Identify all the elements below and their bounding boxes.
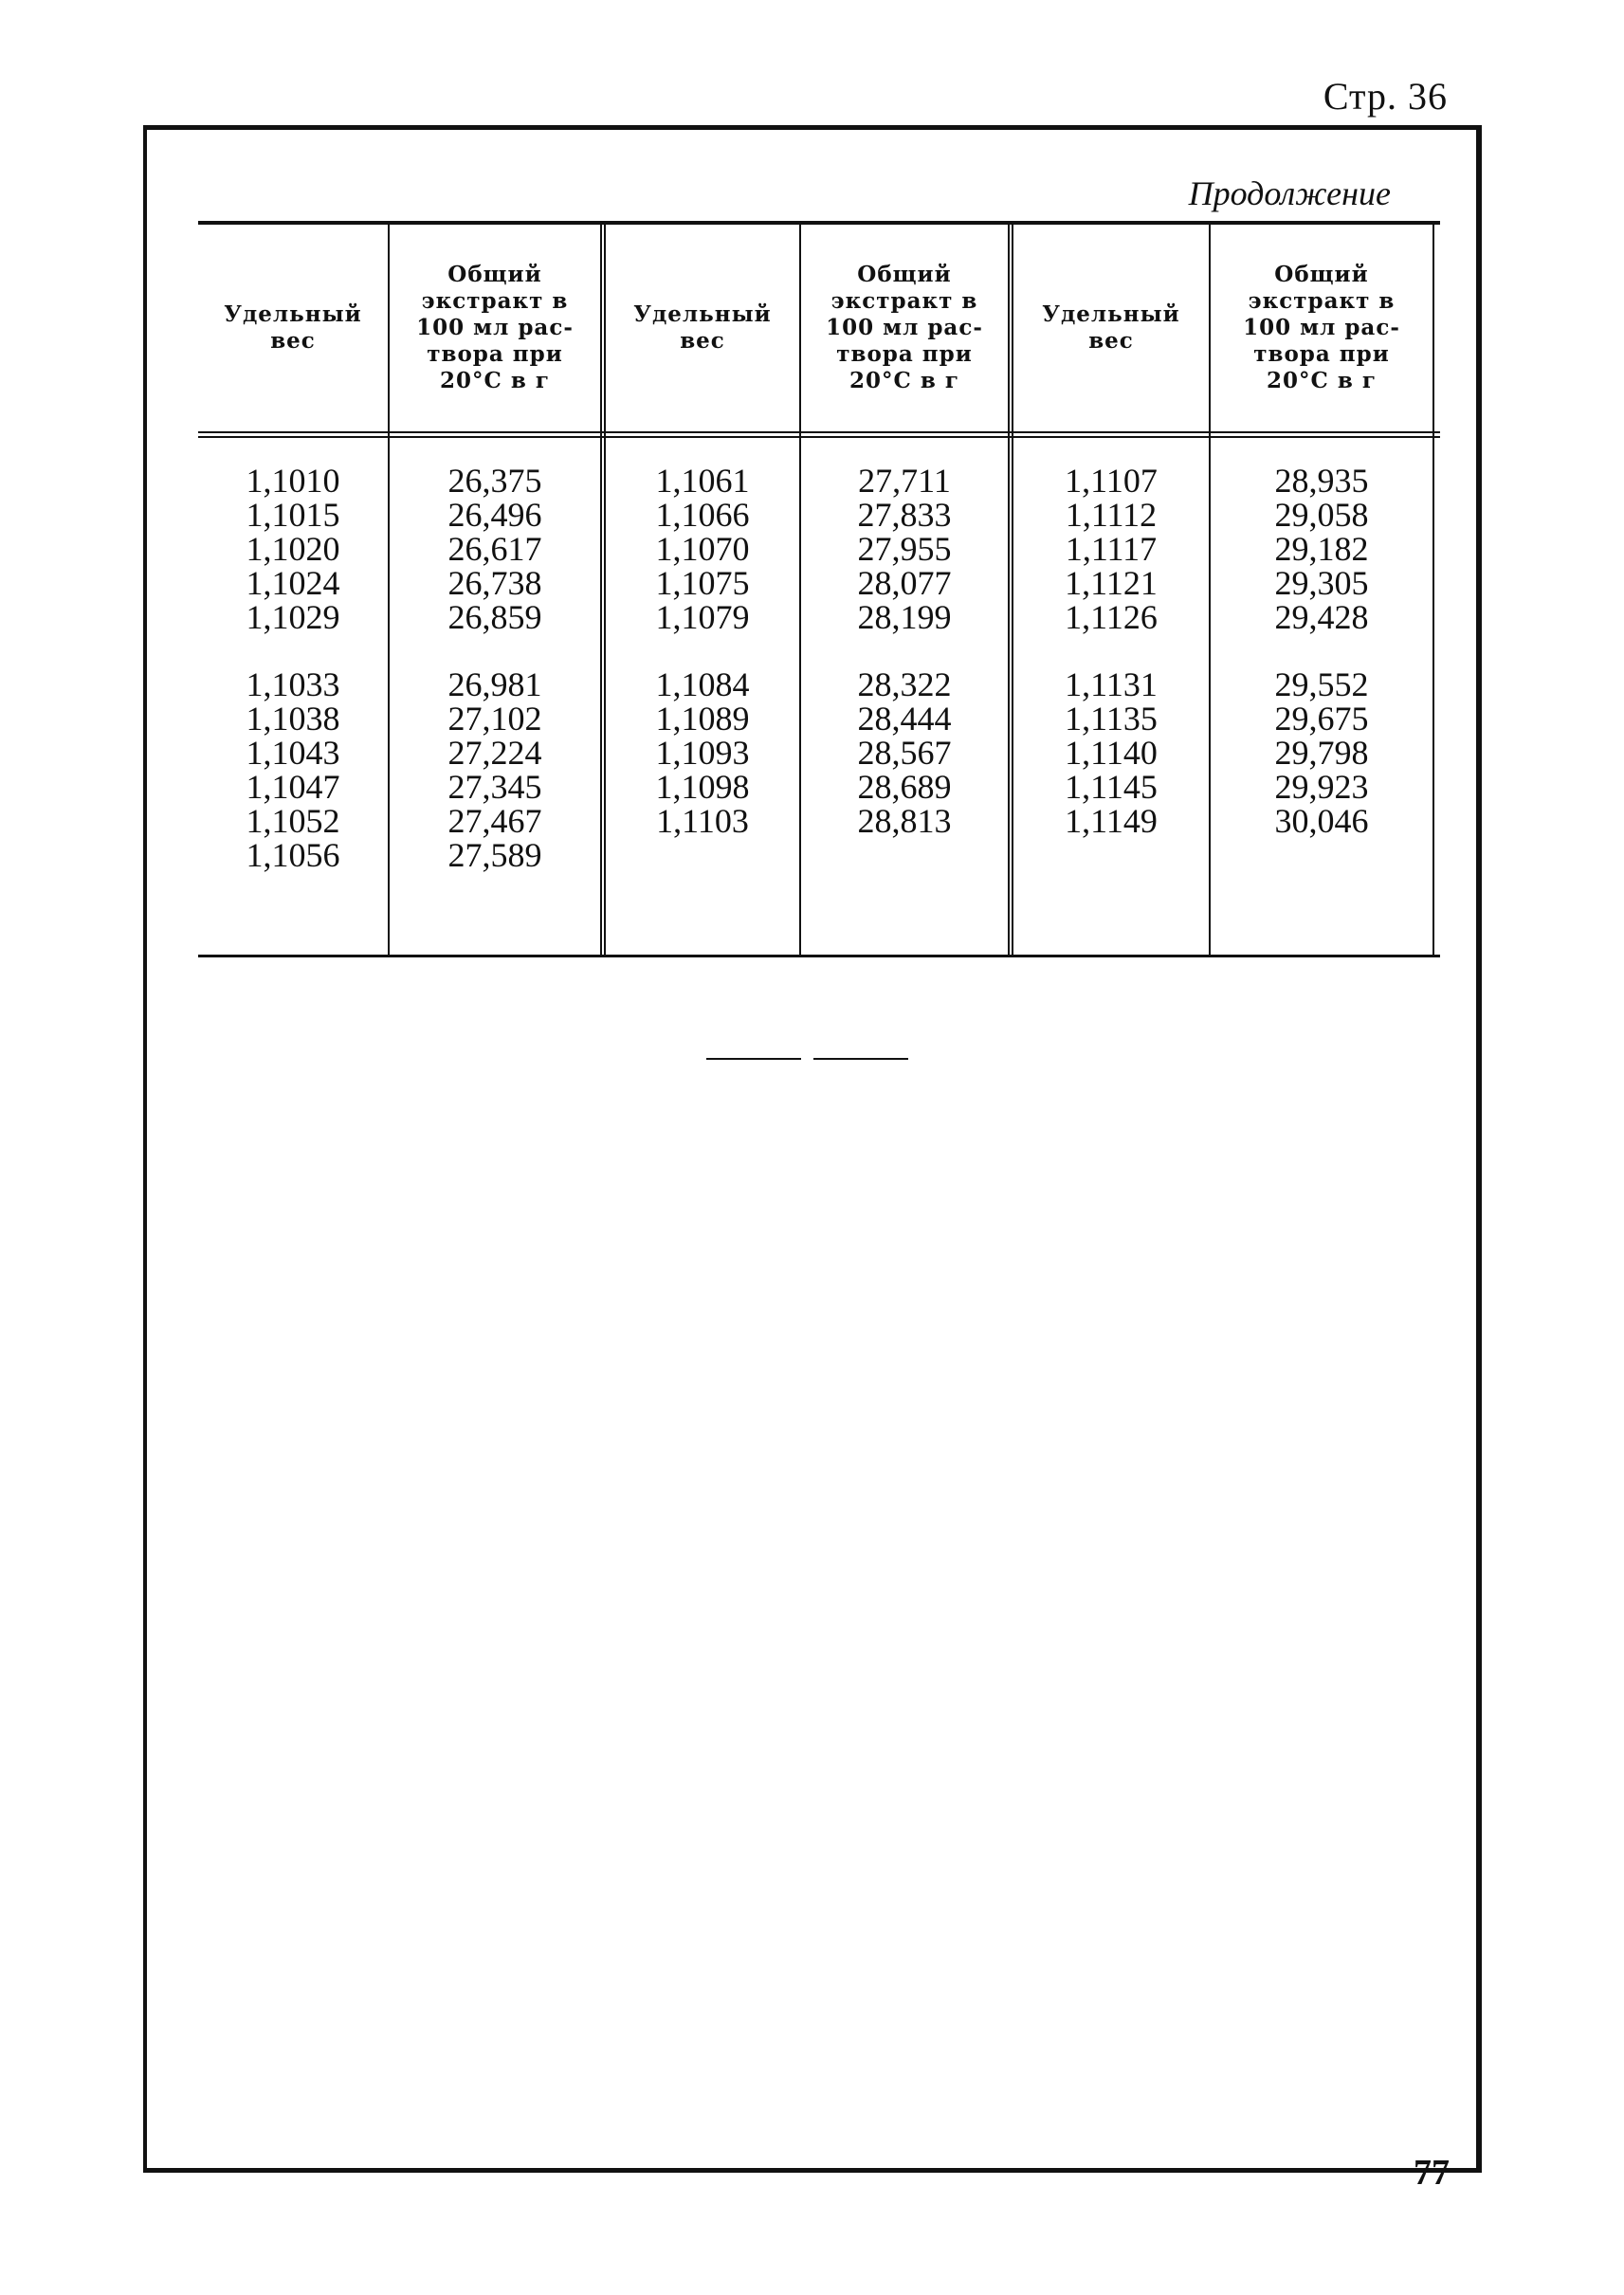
table-cell: 1,1066	[655, 496, 750, 534]
table-cell: 1,1015	[246, 496, 340, 534]
table-cell: 29,428	[1274, 598, 1369, 636]
column-divider	[1432, 225, 1434, 955]
column-total-extract-2	[801, 464, 1008, 838]
end-dash	[813, 1058, 908, 1060]
header-specific-gravity-1: Удельный вес	[224, 301, 362, 354]
table-cell: 1,1075	[655, 564, 750, 602]
table-cell: 1,1056	[246, 836, 340, 874]
table-cell: 26,981	[447, 665, 542, 703]
table-cell: 28,322	[857, 665, 952, 703]
table-cell: 26,375	[447, 462, 542, 500]
header-separator	[198, 431, 1440, 438]
row-group-gap	[606, 634, 799, 667]
table-cell: 27,224	[447, 734, 542, 772]
row-group-gap	[390, 634, 600, 667]
table-cell: 1,1043	[246, 734, 340, 772]
table-cell: 27,467	[447, 802, 542, 840]
page-frame	[143, 125, 1482, 2173]
table-cell: 27,711	[858, 462, 951, 500]
page-number: 77	[1414, 2153, 1450, 2193]
column-specific-gravity-3	[1013, 464, 1209, 838]
table-cell: 1,1149	[1065, 802, 1158, 840]
table-cell: 28,567	[857, 734, 952, 772]
table-cell: 29,182	[1274, 530, 1369, 568]
extract-table	[198, 221, 1440, 957]
table-cell: 29,675	[1274, 700, 1369, 738]
column-total-extract-1	[390, 464, 600, 872]
table-cell: 29,552	[1274, 665, 1369, 703]
table-cell: 1,1070	[655, 530, 750, 568]
column-specific-gravity-2	[606, 464, 799, 838]
table-cell: 1,1117	[1065, 530, 1158, 568]
table-cell: 1,1061	[655, 462, 750, 500]
table-cell: 1,1029	[246, 598, 340, 636]
table-cell: 1,1084	[655, 665, 750, 703]
table-cell: 1,1112	[1065, 496, 1158, 534]
column-total-extract-3	[1211, 464, 1432, 838]
header-total-extract-1: Общий экстракт в 100 мл рас- твора при 20°С в г	[416, 262, 574, 393]
table-cell: 1,1020	[246, 530, 340, 568]
row-group-gap	[801, 634, 1008, 667]
table-cell: 1,1126	[1065, 598, 1158, 636]
table-cell: 1,1121	[1065, 564, 1158, 602]
table-cell: 1,1024	[246, 564, 340, 602]
table-cell: 27,102	[447, 700, 542, 738]
table-cell: 1,1010	[246, 462, 340, 500]
table-cell: 1,1038	[246, 700, 340, 738]
table-cell: 1,1145	[1065, 768, 1158, 806]
continuation-label: Продолжение	[1188, 174, 1391, 212]
header-specific-gravity-2: Удельный вес	[633, 301, 772, 354]
table-cell: 28,935	[1274, 462, 1369, 500]
table-cell: 27,833	[857, 496, 952, 534]
table-cell: 26,496	[447, 496, 542, 534]
table-cell: 1,1033	[246, 665, 340, 703]
column-specific-gravity-1	[198, 464, 388, 872]
table-cell: 29,923	[1274, 768, 1369, 806]
row-group-gap	[198, 634, 388, 667]
table-cell: 1,1098	[655, 768, 750, 806]
table-cell: 26,738	[447, 564, 542, 602]
table-cell: 28,199	[857, 598, 952, 636]
table-cell: 1,1079	[655, 598, 750, 636]
page-reference: Стр. 36	[1323, 75, 1448, 118]
end-dash	[706, 1058, 801, 1060]
table-cell: 1,1052	[246, 802, 340, 840]
table-cell: 1,1107	[1065, 462, 1158, 500]
table-cell: 1,1047	[246, 768, 340, 806]
table-cell: 28,813	[857, 802, 952, 840]
table-cell: 1,1135	[1065, 700, 1158, 738]
table-cell: 28,689	[857, 768, 952, 806]
table-cell: 1,1131	[1065, 665, 1158, 703]
table-cell: 1,1140	[1065, 734, 1158, 772]
table-cell: 28,077	[857, 564, 952, 602]
table-cell: 1,1093	[655, 734, 750, 772]
row-group-gap	[1211, 634, 1432, 667]
header-specific-gravity-3: Удельный вес	[1042, 301, 1180, 354]
table-cell: 29,058	[1274, 496, 1369, 534]
table-cell: 27,589	[447, 836, 542, 874]
table-cell: 1,1089	[655, 700, 750, 738]
table-cell: 26,617	[447, 530, 542, 568]
table-cell: 1,1103	[656, 802, 749, 840]
table-cell: 28,444	[857, 700, 952, 738]
table-cell: 30,046	[1274, 802, 1369, 840]
header-total-extract-3: Общий экстракт в 100 мл рас- твора при 20°С в г	[1243, 262, 1400, 393]
table-cell: 29,305	[1274, 564, 1369, 602]
table-cell: 27,955	[857, 530, 952, 568]
table-cell: 27,345	[447, 768, 542, 806]
table-cell: 29,798	[1274, 734, 1369, 772]
row-group-gap	[1013, 634, 1209, 667]
table-cell: 26,859	[447, 598, 542, 636]
header-total-extract-2: Общий экстракт в 100 мл рас- твора при 20°С в г	[826, 262, 983, 393]
